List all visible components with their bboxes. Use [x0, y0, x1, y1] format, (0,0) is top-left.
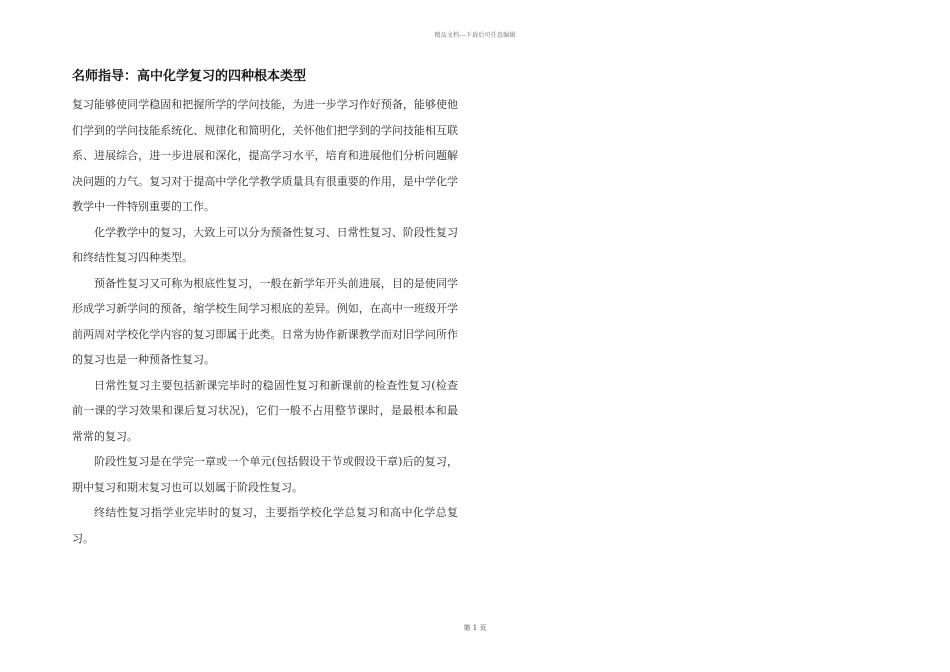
header-note: 精品文档---下载后可任意编辑	[434, 32, 516, 39]
paragraph-types: 化学教学中的复习，大致上可以分为预备性复习、日常性复习、阶段性复习和终结性复习四种类型。	[72, 225, 458, 264]
paragraph-intro: 复习能够使同学稳固和把握所学的学问技能，为进一步学习作好预备，能够使他们学到的学问技能系统化、规律化和简明化，关怀他们把学到的学问技能相互联系、进展综合，进一步进展和深化，提高学习水平，培育和进展他们分析问题解决问题的力气。复习对于提高中学化学教学质量具有很重要的作用，是中学化学教学中一件特别重要的工作。	[72, 98, 458, 213]
page-number: 第 1 页	[463, 624, 487, 632]
document-body	[72, 68, 458, 551]
paragraph-daily-review: 日常性复习主要包括新课完毕时的稳固性复习和新课前的检查性复习(检查前一课的学习效果和课后复习状况)，它们一般不占用整节课时，是最根本和最常常的复习。	[72, 378, 458, 443]
paragraph-final-review: 终结性复习指学业完毕时的复习，主要指学校化学总复习和高中化学总复习。	[72, 506, 458, 545]
paragraph-preparatory-review: 预备性复习又可称为根底性复习，一般在新学年开头前进展，目的是使同学形成学习新学问的预备，缩学校生间学习根底的差异。例如，在高中一班级开学前两周对学校化学内容的复习即属于此类。日常为协作新课教学而对旧学问所作的复习也是一种预备性复习。	[72, 276, 458, 366]
document-title: 名师指导：高中化学复习的四种根本类型	[72, 69, 307, 84]
paragraph-stage-review: 阶段性复习是在学完一章或一个单元(包括假设干节或假设干章)后的复习，期中复习和期末复习也可以划属于阶段性复习。	[72, 455, 458, 494]
